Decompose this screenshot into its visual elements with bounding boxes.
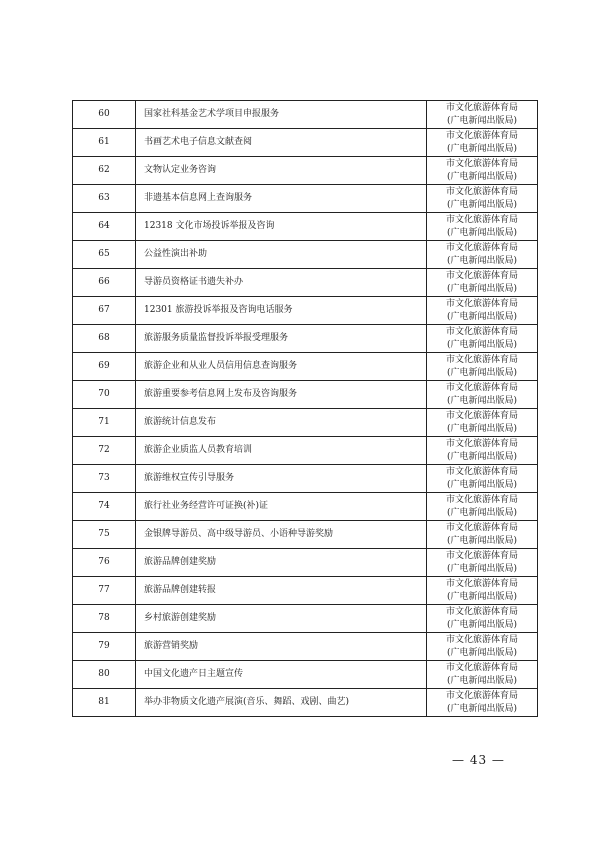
service-item: 书画艺术电子信息文献查阅 <box>136 129 427 157</box>
department-cell <box>427 521 538 549</box>
table-row <box>73 269 538 297</box>
service-item: 旅行社业务经营许可证换(补)证 <box>136 493 427 521</box>
department-cell <box>427 437 538 465</box>
row-number: 61 <box>73 129 136 157</box>
department-subname: (广电新闻出版局) <box>446 143 518 154</box>
department-name: 市文化旅游体育局 <box>445 270 518 281</box>
department-name: 市文化旅游体育局 <box>445 186 518 197</box>
row-number: 60 <box>73 101 136 129</box>
department-cell <box>427 549 538 577</box>
service-item: 旅游营销奖励 <box>136 633 427 661</box>
service-item: 乡村旅游创建奖励 <box>136 605 427 633</box>
service-item: 旅游维权宣传引导服务 <box>136 465 427 493</box>
service-item: 旅游统计信息发布 <box>136 409 427 437</box>
department-name: 市文化旅游体育局 <box>445 494 518 505</box>
department-name: 市文化旅游体育局 <box>445 382 518 393</box>
department-name: 市文化旅游体育局 <box>445 158 518 169</box>
department-subname: (广电新闻出版局) <box>446 507 518 518</box>
department-cell <box>427 129 538 157</box>
department-subname: (广电新闻出版局) <box>446 199 518 210</box>
department-cell <box>427 577 538 605</box>
department-cell <box>427 409 538 437</box>
table-row <box>73 437 538 465</box>
table-row <box>73 661 538 689</box>
table-row <box>73 381 538 409</box>
department-subname: (广电新闻出版局) <box>446 619 518 630</box>
row-number: 67 <box>73 297 136 325</box>
service-item: 旅游企业和从业人员信用信息查询服务 <box>136 353 427 381</box>
department-name: 市文化旅游体育局 <box>445 326 518 337</box>
department-subname: (广电新闻出版局) <box>446 703 518 714</box>
service-item: 文物认定业务咨询 <box>136 157 427 185</box>
table-row <box>73 185 538 213</box>
department-subname: (广电新闻出版局) <box>446 563 518 574</box>
row-number: 77 <box>73 577 136 605</box>
table-row <box>73 101 538 129</box>
service-item: 旅游服务质量监督投诉举报受理服务 <box>136 325 427 353</box>
department-name: 市文化旅游体育局 <box>445 606 518 617</box>
department-subname: (广电新闻出版局) <box>446 115 518 126</box>
department-subname: (广电新闻出版局) <box>446 255 518 266</box>
service-item: 旅游企业质监人员教育培训 <box>136 437 427 465</box>
row-number: 64 <box>73 213 136 241</box>
table-row <box>73 549 538 577</box>
table-row <box>73 325 538 353</box>
service-item: 非遗基本信息网上查询服务 <box>136 185 427 213</box>
department-subname: (广电新闻出版局) <box>446 311 518 322</box>
department-subname: (广电新闻出版局) <box>446 339 518 350</box>
department-name: 市文化旅游体育局 <box>445 634 518 645</box>
department-cell <box>427 297 538 325</box>
department-subname: (广电新闻出版局) <box>446 423 518 434</box>
department-cell <box>427 605 538 633</box>
service-item: 金银牌导游员、高中级导游员、小语种导游奖励 <box>136 521 427 549</box>
department-name: 市文化旅游体育局 <box>445 298 518 309</box>
table-row <box>73 521 538 549</box>
department-name: 市文化旅游体育局 <box>445 214 518 225</box>
table-row <box>73 213 538 241</box>
department-name: 市文化旅游体育局 <box>445 354 518 365</box>
row-number: 80 <box>73 661 136 689</box>
table-row <box>73 605 538 633</box>
department-cell <box>427 185 538 213</box>
department-cell <box>427 241 538 269</box>
table-row <box>73 577 538 605</box>
department-cell <box>427 661 538 689</box>
service-item: 12301 旅游投诉举报及咨询电话服务 <box>136 297 427 325</box>
department-cell <box>427 353 538 381</box>
department-name: 市文化旅游体育局 <box>445 102 518 113</box>
row-number: 74 <box>73 493 136 521</box>
department-name: 市文化旅游体育局 <box>445 550 518 561</box>
department-cell <box>427 101 538 129</box>
department-subname: (广电新闻出版局) <box>446 451 518 462</box>
table-row <box>73 465 538 493</box>
department-subname: (广电新闻出版局) <box>446 675 518 686</box>
row-number: 71 <box>73 409 136 437</box>
service-item: 举办非物质文化遗产展演(音乐、舞蹈、戏剧、曲艺) <box>136 689 427 717</box>
department-cell <box>427 157 538 185</box>
service-item: 公益性演出补助 <box>136 241 427 269</box>
department-cell <box>427 689 538 717</box>
department-subname: (广电新闻出版局) <box>446 227 518 238</box>
page-number: — 43 — <box>452 753 505 767</box>
table-row <box>73 129 538 157</box>
row-number: 79 <box>73 633 136 661</box>
department-subname: (广电新闻出版局) <box>446 171 518 182</box>
department-name: 市文化旅游体育局 <box>445 522 518 533</box>
department-name: 市文化旅游体育局 <box>445 438 518 449</box>
department-subname: (广电新闻出版局) <box>446 395 518 406</box>
row-number: 66 <box>73 269 136 297</box>
table-row <box>73 409 538 437</box>
row-number: 65 <box>73 241 136 269</box>
row-number: 73 <box>73 465 136 493</box>
department-cell <box>427 213 538 241</box>
department-subname: (广电新闻出版局) <box>446 479 518 490</box>
department-cell <box>427 633 538 661</box>
service-item: 中国文化遗产日主题宣传 <box>136 661 427 689</box>
department-name: 市文化旅游体育局 <box>445 578 518 589</box>
table-row <box>73 157 538 185</box>
service-item: 旅游重要参考信息网上发布及咨询服务 <box>136 381 427 409</box>
row-number: 70 <box>73 381 136 409</box>
department-name: 市文化旅游体育局 <box>445 466 518 477</box>
row-number: 76 <box>73 549 136 577</box>
row-number: 62 <box>73 157 136 185</box>
service-item: 旅游品牌创建奖励 <box>136 549 427 577</box>
department-cell <box>427 269 538 297</box>
table-row <box>73 241 538 269</box>
department-cell <box>427 325 538 353</box>
table-row <box>73 297 538 325</box>
table-row <box>73 633 538 661</box>
row-number: 75 <box>73 521 136 549</box>
department-name: 市文化旅游体育局 <box>445 690 518 701</box>
service-item: 国家社科基金艺术学项目申报服务 <box>136 101 427 129</box>
table-row <box>73 353 538 381</box>
service-table-body <box>73 101 538 717</box>
row-number: 63 <box>73 185 136 213</box>
department-cell <box>427 381 538 409</box>
row-number: 81 <box>73 689 136 717</box>
service-item: 导游员资格证书遗失补办 <box>136 269 427 297</box>
department-subname: (广电新闻出版局) <box>446 591 518 602</box>
department-name: 市文化旅游体育局 <box>445 662 518 673</box>
row-number: 72 <box>73 437 136 465</box>
department-subname: (广电新闻出版局) <box>446 283 518 294</box>
department-cell <box>427 465 538 493</box>
department-subname: (广电新闻出版局) <box>446 367 518 378</box>
row-number: 69 <box>73 353 136 381</box>
department-subname: (广电新闻出版局) <box>446 647 518 658</box>
table-row <box>73 493 538 521</box>
department-name: 市文化旅游体育局 <box>445 130 518 141</box>
row-number: 78 <box>73 605 136 633</box>
table-row <box>73 689 538 717</box>
service-item: 旅游品牌创建转报 <box>136 577 427 605</box>
row-number: 68 <box>73 325 136 353</box>
department-name: 市文化旅游体育局 <box>445 410 518 421</box>
department-cell <box>427 493 538 521</box>
department-name: 市文化旅游体育局 <box>445 242 518 253</box>
service-item: 12318 文化市场投诉举报及咨询 <box>136 213 427 241</box>
department-subname: (广电新闻出版局) <box>446 535 518 546</box>
service-table <box>72 100 538 717</box>
